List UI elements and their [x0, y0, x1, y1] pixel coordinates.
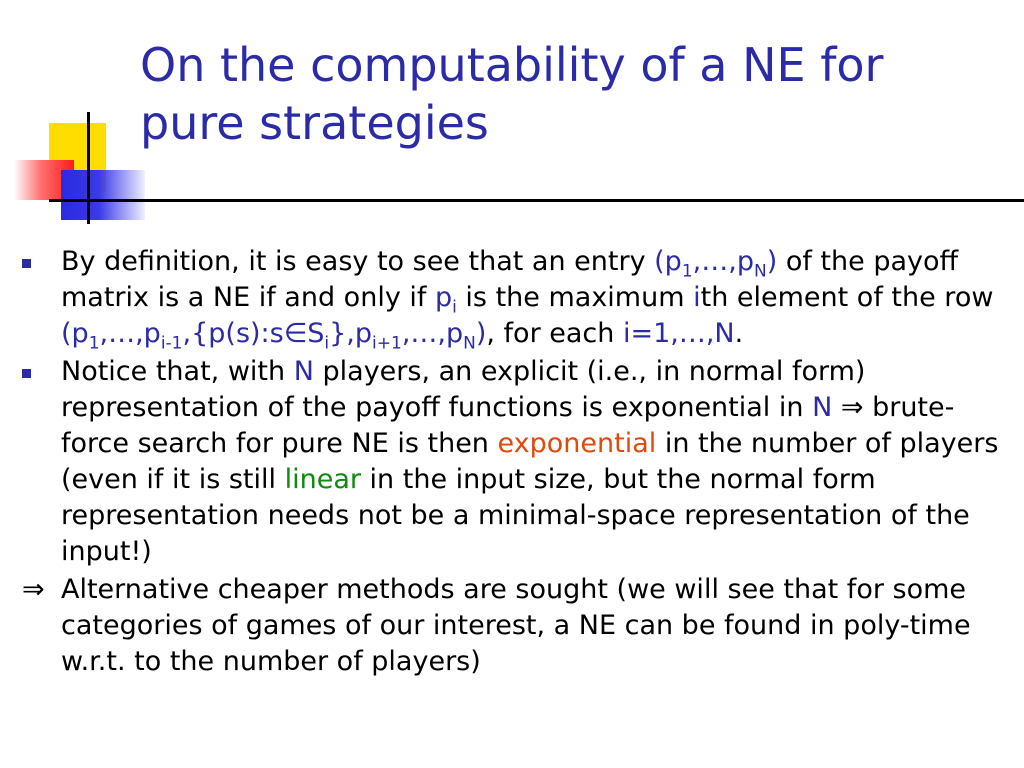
text-run: By definition, it is easy to see that an entry — [61, 246, 655, 277]
conclusion-text: Alternative cheaper methods are sought (we will see that for some categories of games of our interest, a NE can be found in poly-time w.r.t. to the number of players) — [61, 574, 971, 677]
title-underline — [49, 199, 1024, 202]
text-run: ⇒ brute-force search for pure NE is then — [61, 392, 955, 459]
text-run: th element of the row — [700, 282, 994, 313]
text-run: . — [734, 318, 744, 349]
text-run: Notice that, with — [61, 356, 294, 387]
linear-highlight: linear — [284, 464, 361, 495]
text-run: in the number of players (even if it is still — [61, 428, 999, 495]
index-notation: i — [693, 282, 701, 313]
pi-notation: $p_i$ — [434, 282, 457, 318]
row-notation: $(p_1,\dots,p_{i-1},\{p(s):s\in S_i\},p_{i+1},\dots,p_N)$ — [61, 318, 487, 354]
n-notation: N — [812, 392, 833, 423]
square-bullet-icon — [22, 259, 31, 268]
exponential-highlight: exponential — [497, 428, 657, 459]
decor-vertical-line — [87, 112, 90, 224]
n-notation: N — [293, 356, 314, 387]
text-run: players, an explicit (i.e., in normal form) representation of the payoff functions is exponential in — [61, 356, 866, 423]
slide-title: On the computability of a NE for pure strategies — [140, 38, 884, 150]
entry-notation: $(p_1,\dots,p_N)$ — [654, 246, 778, 282]
text-run: in the input size, but the normal form representation needs not be a minimal-space representation of the input!) — [61, 464, 970, 567]
bullet-item-2 — [22, 354, 1017, 570]
slide-body — [22, 244, 1017, 682]
square-bullet-icon — [22, 369, 31, 378]
text-run: , for each — [486, 318, 623, 349]
bullet-item-1 — [22, 244, 1017, 352]
implies-arrow-icon: ⇒ — [22, 574, 45, 605]
conclusion-item — [22, 572, 1017, 680]
text-run: is the maximum — [456, 282, 694, 313]
text-run: of the payoff matrix is a NE if and only if — [61, 246, 959, 313]
decor-blue-square — [61, 170, 145, 220]
range-notation: i=1,…,N — [622, 318, 735, 349]
